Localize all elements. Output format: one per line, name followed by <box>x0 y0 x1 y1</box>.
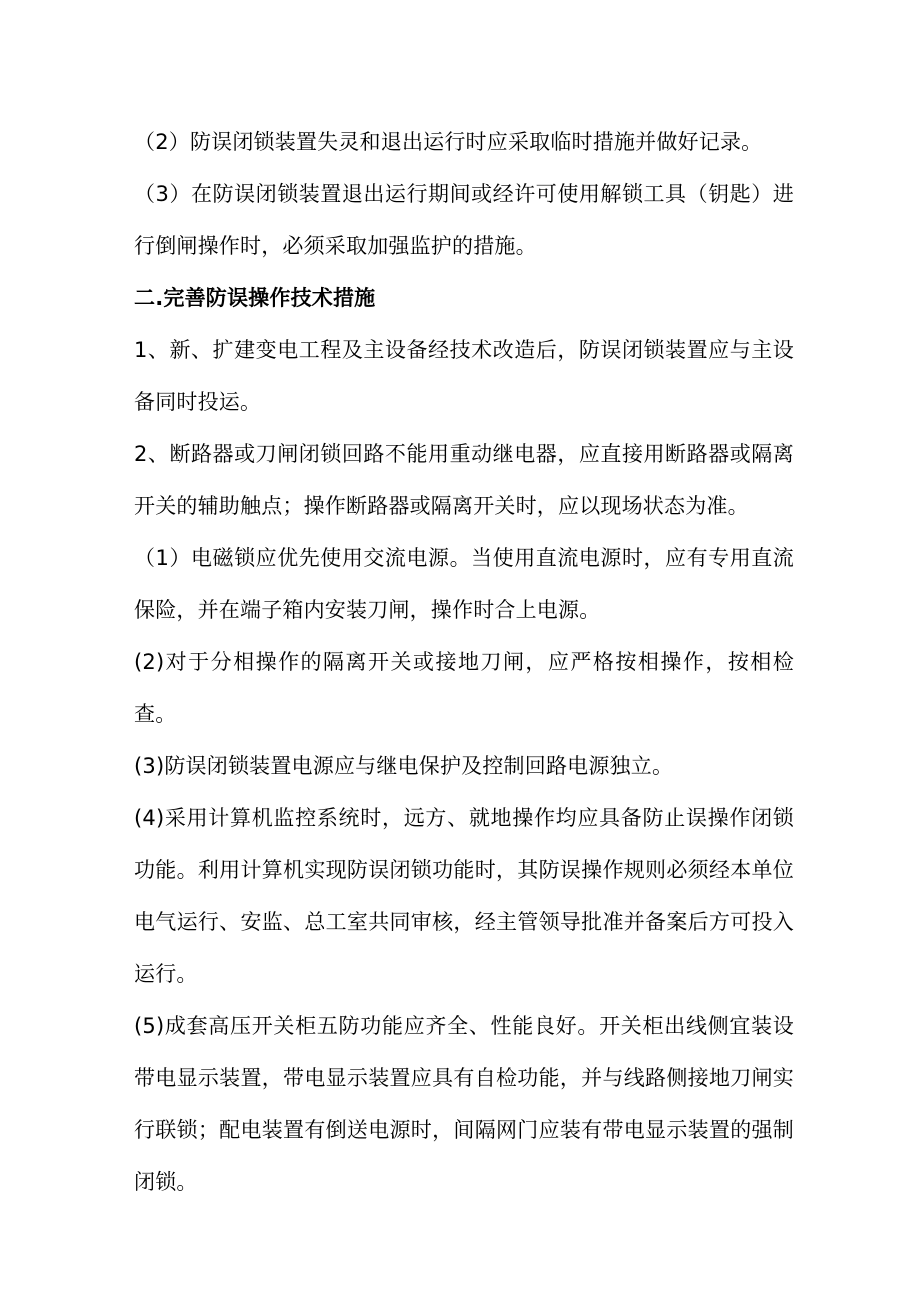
paragraph-subitem-2: (2)对于分相操作的隔离开关或接地刀闸，应严格按相操作，按相检查。 <box>134 650 794 726</box>
paragraph-subitem-3: (3)防误闭锁装置电源应与继电保护及控制回路电源独立。 <box>134 754 674 778</box>
document-body <box>134 116 794 1208</box>
paragraph-subitem-5: (5)成套高压开关柜五防功能应齐全、性能良好。开关柜出线侧宜装设带电显示装置，带电显示装置应具有自检功能，并与线路侧接地刀闸实行联锁；配电装置有倒送电源时，间隔网门应装有带电显示装置的强制闭锁。 <box>134 1014 794 1194</box>
paragraph-subitem-4: (4)采用计算机监控系统时，远方、就地操作均应具备防止误操作闭锁功能。利用计算机实现防误闭锁功能时，其防误操作规则必须经本单位电气运行、安监、总工室共同审核，经主管领导批准并备案后方可投入运行。 <box>134 806 794 986</box>
paragraph-item-3: （3）在防误闭锁装置退出运行期间或经许可使用解锁工具（钥匙）进行倒闸操作时，必须采取加强监护的措施。 <box>134 182 794 258</box>
paragraph-subitem-1: （1）电磁锁应优先使用交流电源。当使用直流电源时，应有专用直流保险，并在端子箱内安装刀闸，操作时合上电源。 <box>134 546 794 622</box>
paragraph-item-2: （2）防误闭锁装置失灵和退出运行时应采取临时措施并做好记录。 <box>134 130 763 154</box>
paragraph-point-1: 1、新、扩建变电工程及主设备经技术改造后，防误闭锁装置应与主设备同时投运。 <box>134 338 794 414</box>
section-heading: 二.完善防误操作技术措施 <box>134 286 376 310</box>
paragraph-point-2: 2、断路器或刀闸闭锁回路不能用重动继电器，应直接用断路器或隔离开关的辅助触点；操作断路器或隔离开关时，应以现场状态为准。 <box>134 442 794 518</box>
